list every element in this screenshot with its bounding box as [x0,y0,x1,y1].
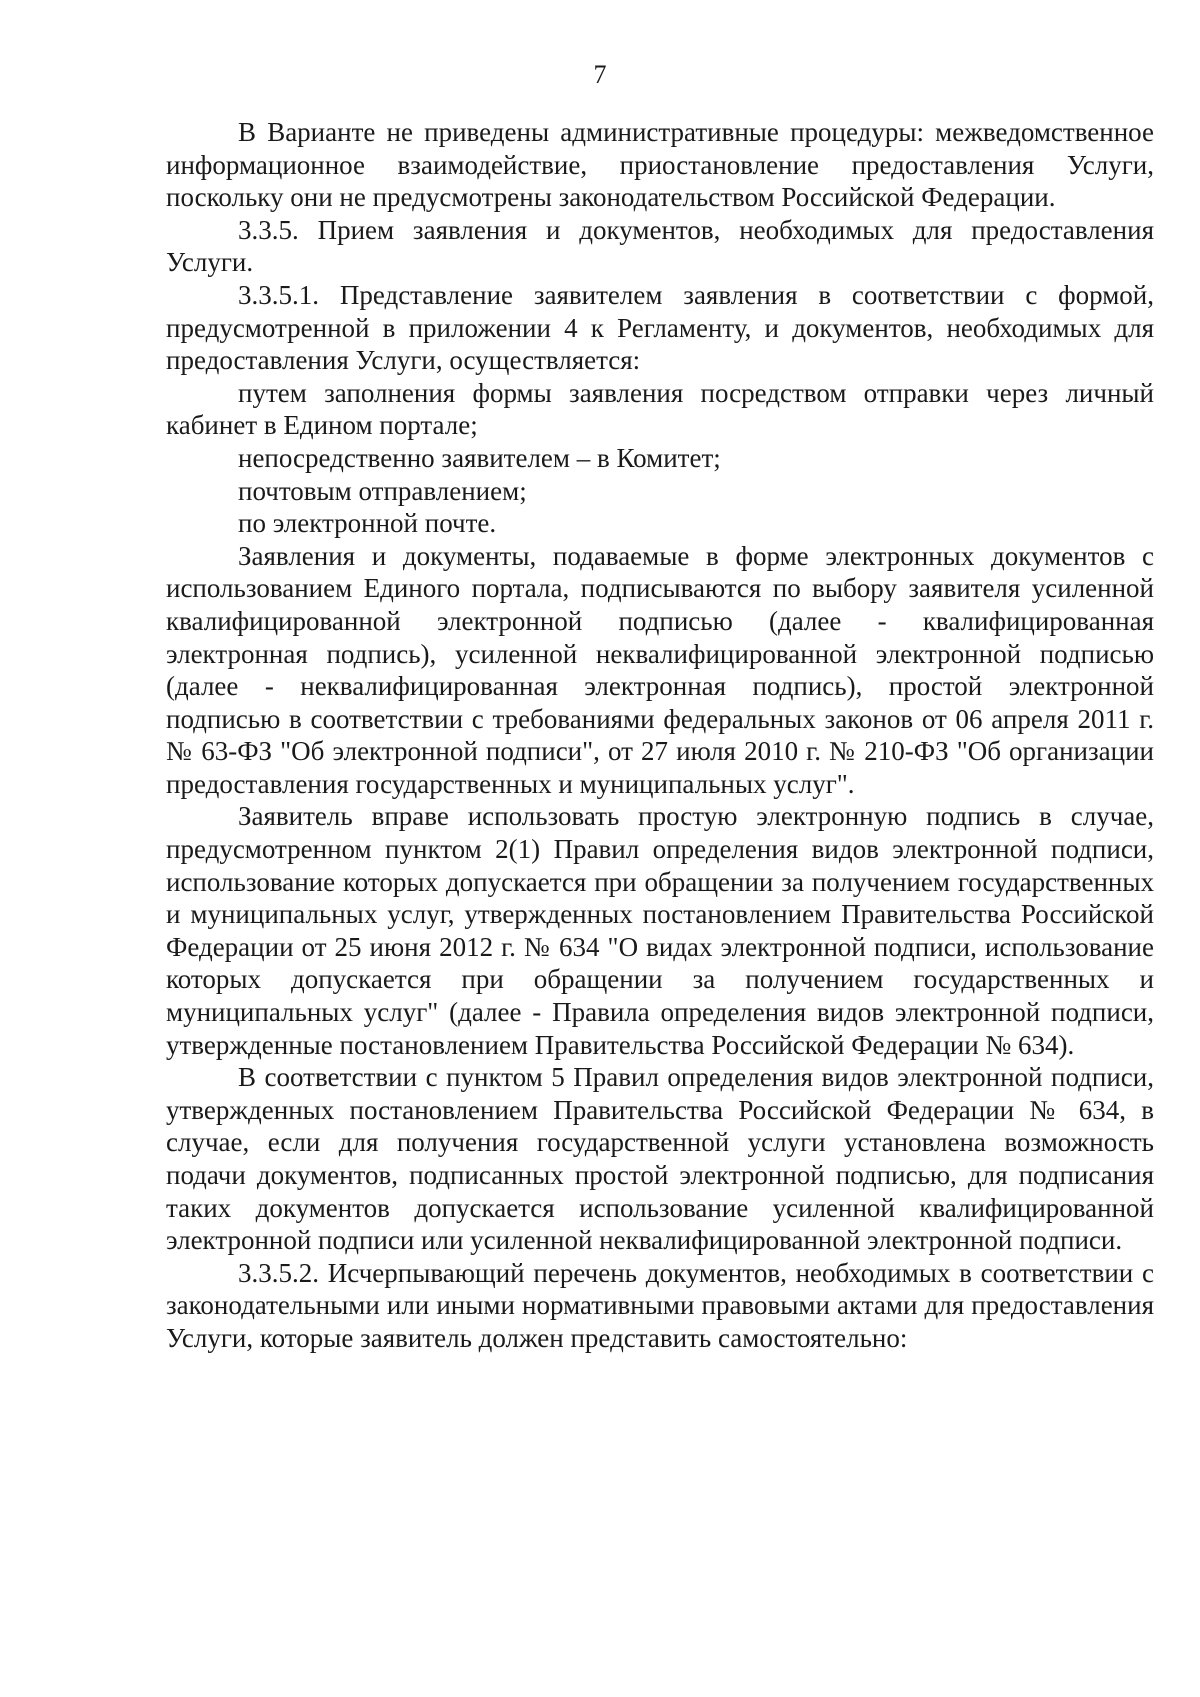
list-item-committee: непосредственно заявителем – в Комитет; [238,442,721,473]
paragraph-variant-note: В Варианте не приведены административные процедуры: межведомственное информационное взаимодействие, приостановление предоставления Услуги, поскольку они не предусмотрены законодательством Российской Федерации. [166,117,1154,213]
list-item-email: по электронной почте. [238,508,497,539]
paragraph-3-3-5-1: 3.3.5.1. Представление заявителем заявления в соответствии с формой, предусмотренной в приложении 4 к Регламенту, и документов, необходимых для предоставления Услуги, осуществляется: [166,279,1154,376]
paragraph-simple-signature: Заявитель вправе использовать простую электронную подпись в случае, предусмотренном пунктом 2(1) Правил определения видов электронной подписи, использование которых допускается при обращении за получением государственных и муниципальных услуг, утвержденных постановлением Правительства Российской Федерации от 25 июня 2012 г. № 634 "О видах электронной подписи, использование которых допускается при обращении за получением государственных и муниципальных услуг" (далее - Правила определения видов электронной подписи, утвержденные постановлением Правительства Российской Федерации № 634). [166,801,1154,1060]
paragraph-3-3-5-2: 3.3.5.2. Исчерпывающий перечень документов, необходимых в соответствии с законодательными или иными нормативными правовыми актами для предоставления Услуги, которые заявитель должен представить самостоятельно: [166,1257,1154,1353]
paragraph-point-5: В соответствии с пунктом 5 Правил определения видов электронной подписи, утвержденных постановлением Правительства Российской Федерации № 634, в случае, если для получения государственной услуги установлена возможность подачи документов, подписанных простой электронной подписью, для подписания таких документов допускается использование усиленной квалифицированной электронной подписи или усиленной неквалифицированной электронной подписи. [166,1062,1154,1256]
list-item-post: почтовым отправлением; [238,475,527,506]
list-item-portal: путем заполнения формы заявления посредством отправки через личный кабинет в Едином портале; [166,377,1154,441]
paragraph-signatures: Заявления и документы, подаваемые в форме электронных документов с использованием Единого портала, подписываются по выбору заявителя усиленной квалифицированной электронной подписью (далее - квалифицированная электронная подпись), усиленной неквалифицированной электронной подписью (далее - неквалифицированная электронная подпись), простой электронной подписью в соответствии с требованиями федеральных законов от 06 апреля 2011 г. № 63-ФЗ "Об электронной подписи", от 27 июля 2010 г. № 210-ФЗ "Об организации предоставления государственных и муниципальных услуг". [166,540,1154,799]
document-body [166,116,1154,1355]
paragraph-3-3-5: 3.3.5. Прием заявления и документов, необходимых для предоставления Услуги. [166,214,1154,278]
page-number: 7 [593,60,607,89]
